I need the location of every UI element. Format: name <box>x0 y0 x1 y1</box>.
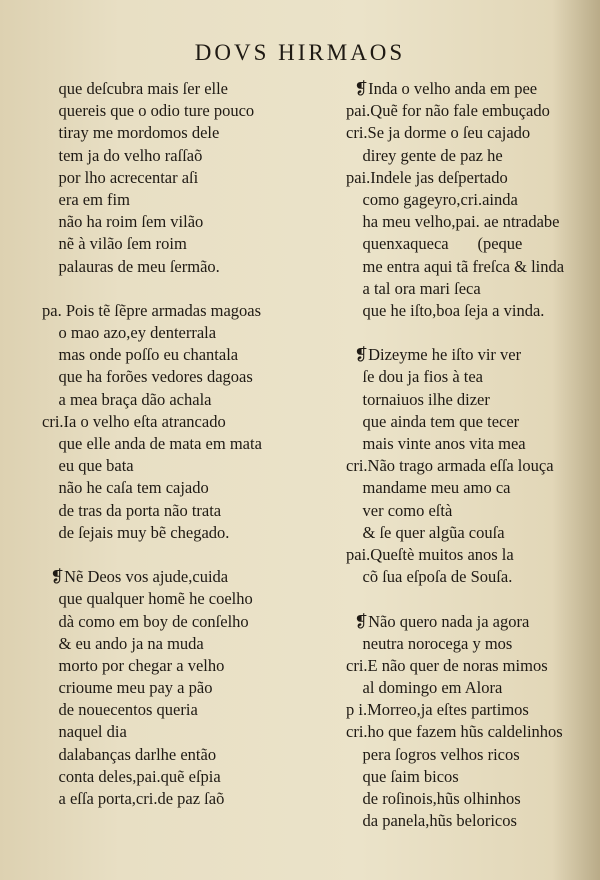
verse-line: eu que bata <box>42 456 134 476</box>
verse-line: ❡Inda o velho anda em pee <box>346 79 538 98</box>
verse-line: que deſcubra mais ſer elle <box>42 79 229 98</box>
verse-line: al domingo em Alora <box>346 678 503 698</box>
verse-line: pai.Quẽ for não fale embuçado <box>346 101 550 121</box>
verse-line: cri.Não trago armada eſſa louça <box>346 456 554 476</box>
verse-line: de nouecentos queria <box>42 700 198 720</box>
verse-line: a tal ora mari ſeca <box>346 278 481 298</box>
verse-line: que ainda tem que tecer <box>346 411 520 431</box>
verse-line: morto por chegar a velho <box>42 655 225 675</box>
verse-line: quenxaqueca (peque <box>346 234 523 254</box>
verse-line: pai.Queſtè muitos anos la <box>346 544 514 564</box>
verse-line: ❡Dizeyme he iſto vir ver <box>346 345 522 365</box>
verse-line: pera ſogros velhos ricos <box>346 744 520 764</box>
verse-line: dà como em boy de conſelho <box>42 611 249 631</box>
verse-line: ſe dou ja fios à tea <box>346 367 483 387</box>
verse-line: mas onde poſſo eu chantala <box>42 345 239 365</box>
verse-line: cri.Ia o velho eſta atrancado <box>42 411 226 431</box>
verse-line: de tras da porta não trata <box>42 500 222 520</box>
verse-line: ver como eſtà <box>346 500 453 520</box>
verse-line: cõ ſua eſpoſa de Souſa. <box>346 567 513 587</box>
verse-line: me entra aqui tã freſca & linda <box>346 256 565 276</box>
verse-line: o mao azo,ey denterrala <box>42 323 217 343</box>
verse-line: da panela,hũs beloricos <box>346 811 517 831</box>
verse-line: cri.E não quer de noras mimos <box>346 655 548 675</box>
verse-line: cri.Se ja dorme o ſeu cajado <box>346 123 531 143</box>
verse-line: pa. Pois tẽ ſẽpre armadas magoas <box>42 300 262 320</box>
verse-line: pai.Indele jas deſpertado <box>346 167 508 187</box>
verse-line: não he caſa tem cajado <box>42 478 209 498</box>
verse-line: ha meu velho,pai. ae ntradabe <box>346 212 560 232</box>
verse-line: tiray me mordomos dele <box>42 123 220 143</box>
verse-line: crioume meu pay a pão <box>42 678 213 698</box>
running-header: DOVS HIRMAOS <box>194 40 406 65</box>
verse-line: conta deles,pai.quẽ eſpia <box>42 766 221 786</box>
verse-line: & ſe quer algũa couſa <box>346 522 505 542</box>
stanza-gap <box>42 278 342 300</box>
verse-line: nẽ à vilão ſem roim <box>42 234 187 254</box>
verse-line: por lho acrecentar aſi <box>42 167 199 187</box>
verse-line: ❡Nẽ Deos vos ajude,cuida <box>42 567 229 587</box>
verse-line: palauras de meu ſermão. <box>42 256 220 276</box>
verse-line: p i.Morreo,ja eſtes partimos <box>346 700 529 720</box>
verse-line: neutra norocega y mos <box>346 633 513 653</box>
verse-line: tem ja do velho raſſaõ <box>42 145 203 165</box>
left-column <box>42 78 342 810</box>
verse-line: naquel dia <box>42 722 127 742</box>
verse-line: que ha forões vedores dagoas <box>42 367 253 387</box>
stanza-gap <box>42 544 342 566</box>
verse-line: que ſaim bicos <box>346 766 459 786</box>
verse-line: dalabanças darlhe então <box>42 744 217 764</box>
verse-line: como gageyro,cri.ainda <box>346 189 518 209</box>
verse-line: a eſſa porta,cri.de paz ſaõ <box>42 789 225 808</box>
verse-line: de roſinois,hũs olhinhos <box>346 789 521 808</box>
verse-line: a mea braça dão achala <box>42 389 212 409</box>
verse-line: quereis que o odio ture pouco <box>42 101 255 121</box>
verse-line: era em fim <box>42 189 130 209</box>
verse-line: tornaiuos ilhe dizer <box>346 389 490 409</box>
verse-line: & eu ando ja na muda <box>42 633 204 653</box>
stanza-gap <box>346 588 600 610</box>
verse-line: não ha roim ſem vilão <box>42 212 204 232</box>
verse-line: que elle anda de mata em mata <box>42 434 262 453</box>
right-column <box>346 78 600 832</box>
verse-line: mais vinte anos vita mea <box>346 434 526 453</box>
verse-line: direy gente de paz he <box>346 145 503 165</box>
verse-line: que qualquer homẽ he coelho <box>42 589 253 609</box>
verse-line: mandame meu amo ca <box>346 478 511 498</box>
verse-line: ❡Não quero nada ja agora <box>346 611 530 631</box>
stanza-gap <box>346 322 600 344</box>
verse-line: de ſejais muy bẽ chegado. <box>42 522 230 542</box>
verse-line: que he iſto,boa ſeja a vinda. <box>346 300 545 320</box>
verse-line: cri.ho que fazem hũs caldelinhos <box>346 722 563 742</box>
